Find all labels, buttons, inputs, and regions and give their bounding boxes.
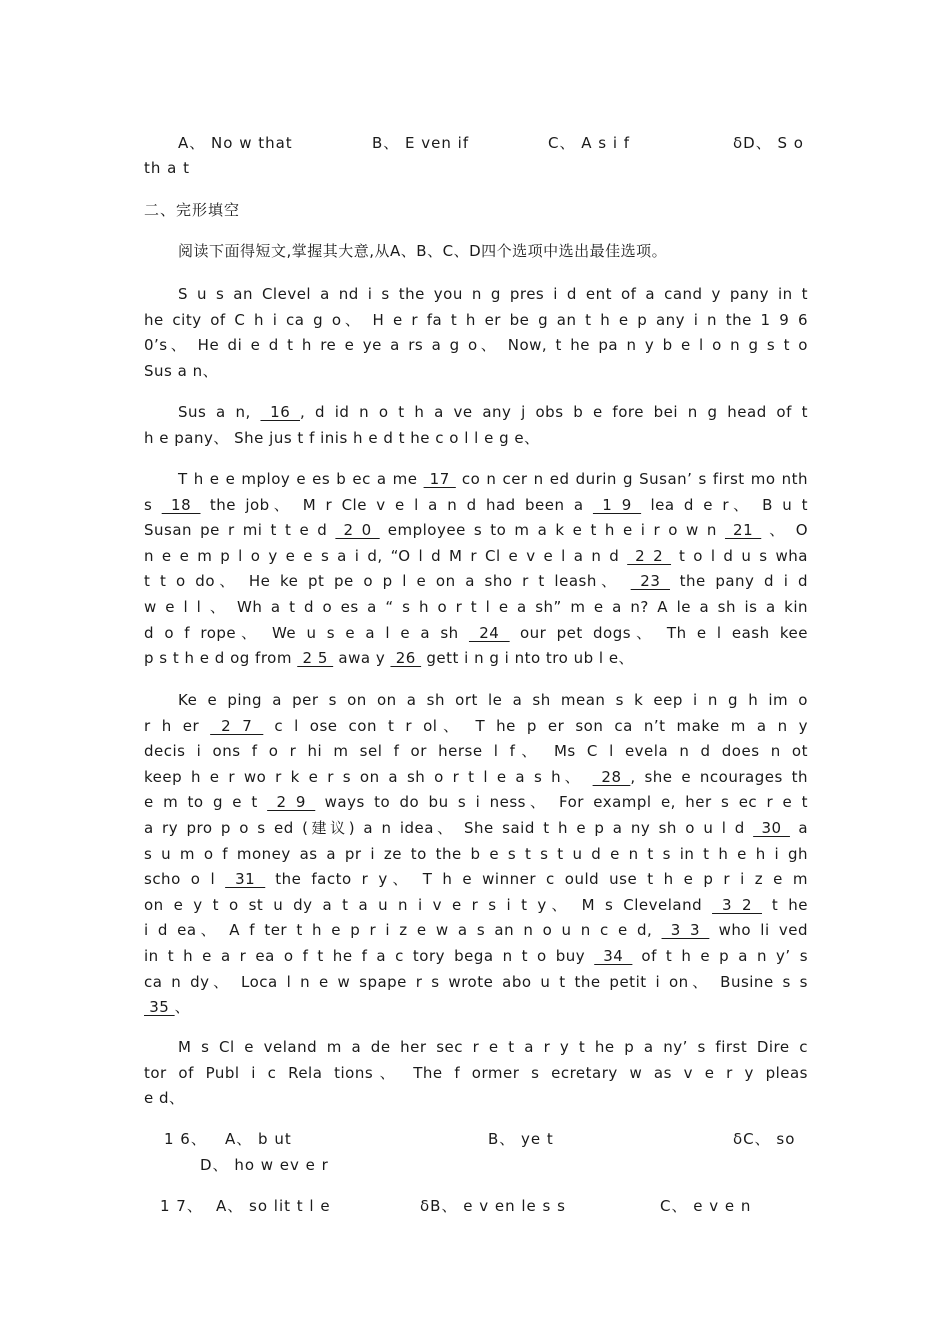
passage-line: s 18 the job、 M r Cle v e l a n d had been a 1 9 lea d e r、 B u t — [144, 495, 808, 514]
q17-number: 1 7、 — [160, 1197, 203, 1215]
blank-number[interactable]: 24 — [468, 623, 510, 642]
passage-line: Sus a n、 — [144, 361, 219, 380]
passage-line: t t o do、 He ke pt pe o p l e on a sho r t leash、 23 the pany d i d — [144, 572, 809, 591]
passage-line: ca n dy、 Loca l n e w spape r s wrote abo u t the petit i on、 Busine s s — [144, 972, 808, 991]
blank-number[interactable]: 2 0 — [335, 521, 380, 540]
q15-option-d-wrap: th a t — [144, 159, 190, 177]
passage-line: d o f rope、 We u s e a l e a sh 24 our pet dogs、 Th e l eash kee — [144, 623, 809, 642]
blank-number[interactable]: 17 — [423, 470, 456, 488]
passage-line: a ry pro p o s ed (建议) a n idea、 She said t h e p a ny sh o u l d 30 a — [144, 819, 809, 837]
blank-number[interactable]: 34 — [594, 947, 633, 965]
blank-number[interactable]: 3 2 — [712, 895, 762, 914]
passage-line: S u s an Clevel a nd i s the you n g pres i d ent of a cand y pany in t — [178, 285, 808, 303]
passage-line: e d、 — [144, 1089, 185, 1108]
blank-number[interactable]: 2 5 — [297, 649, 334, 668]
blank-number[interactable]: 18 — [161, 495, 201, 514]
q16-option-c: δC、 so — [733, 1130, 796, 1148]
blank-number[interactable]: 2 7 — [210, 716, 264, 735]
passage-line: 0’s、 He di e d t h re e ye a rs a g o、 Now, t he pa n y b e l o n g s t o — [144, 336, 808, 355]
blank-number[interactable]: 1 9 — [592, 495, 642, 514]
passage-line: scho o l 31 the facto r y、 T h e winner c ould use t h e p r i z e m — [144, 870, 808, 889]
passage-line: h e pany、 She jus t f inis h e d t he c o l l e g e、 — [144, 428, 540, 447]
passage-line: M s Cl e veland m a de her sec r e t a r y t he p a ny’ s first Dire c — [178, 1038, 808, 1056]
q17-option-a: A、 so lit t l e — [216, 1197, 331, 1215]
passage-line: p s t h e d og from 2 5 awa y 26 gett i n g i nto tro ub l e、 — [144, 649, 635, 668]
passage-line: i d ea、 A f ter t h e p r i z e w a s an n o u n c e d, 3 3 who li ved — [144, 921, 808, 940]
passage-line: r h er 2 7 c l ose con t r ol、 T he p er son ca n’t make m a n y — [144, 716, 808, 735]
passage-line: w e l l 、 Wh a t d o es a “ s h o r t l e a sh” m e a n? A le a sh is a kin — [144, 598, 808, 616]
passage-line: s u m o f money as a pr i ze to the b e s t s t u d e n t s in t h e h i gh — [144, 844, 808, 863]
passage-line: tor of Publ i c Rela tions、 The f ormer s ecretary w as v e r y pleas — [144, 1063, 808, 1082]
passage-line: e m to g e t 2 9 ways to do bu s i ness、 For exampl e, her s ec r e t — [144, 793, 808, 812]
blank-number[interactable]: 2 2 — [627, 546, 672, 565]
section-title: 二、完形填空 — [144, 201, 241, 219]
q16-option-b: B、 ye t — [488, 1130, 554, 1148]
blank-number[interactable]: 31 — [225, 870, 266, 889]
passage-line: on e y t o st u dy a t a u n i v e r s i t y、 M s Cleveland 3 2 t he — [144, 895, 808, 914]
blank-number[interactable]: 30 — [753, 819, 790, 837]
passage-line: he city of C h i ca g o、 H e r fa t h er be g an t h e p any i n the 1 9 6 — [144, 310, 808, 329]
passage-line: Ke e ping a per s on on a sh ort le a sh mean s k eep i n g h im o — [178, 691, 808, 709]
blank-number[interactable]: 16 — [260, 403, 300, 421]
passage-line: Susan pe r mi t t e d 2 0 employee s to m a k e t h e i r o w n 21 、 O — [144, 521, 809, 540]
blank-number[interactable]: 35 — [144, 998, 175, 1017]
q16-number: 1 6、 — [164, 1130, 207, 1148]
q15-option-a: A、 No w that — [178, 134, 293, 152]
passage-line: in t h e a r ea o f t he f a c tory bega n t o buy 34 of t h e p a n y’ s — [144, 947, 809, 965]
passage-line: n e e m p l o y e e s a i d, “O l d M r Cl e v e l a n d 2 2 t o l d u s wha — [144, 546, 808, 565]
blank-number[interactable]: 23 — [630, 572, 670, 591]
passage-line: 35 、 — [144, 998, 191, 1017]
blank-number[interactable]: 28 — [592, 767, 631, 786]
blank-number[interactable]: 3 3 — [661, 921, 710, 940]
q16-option-d: D、 ho w ev e r — [200, 1156, 329, 1174]
blank-number[interactable]: 2 9 — [267, 793, 316, 812]
q15-option-c: C、 A s i f — [548, 134, 631, 152]
passage-line: keep h e r wo r k e r s on a sh o r t l e a s h、 28 , she e ncourages th — [144, 767, 809, 786]
passage-line: decis i ons f o r hi m sel f or herse l f、 Ms C l evela n d does n ot — [144, 742, 808, 761]
blank-number[interactable]: 21 — [724, 521, 762, 540]
passage-line: Sus a n, 16 , d id n o t h a ve any j obs b e fore bei n g head of t — [178, 403, 808, 421]
q17-option-c: C、 e v e n — [660, 1197, 752, 1215]
blank-number[interactable]: 26 — [390, 649, 422, 668]
q15-option-b: B、 E ven if — [372, 134, 470, 152]
q15-option-d: δD、 S o — [733, 134, 804, 152]
instructions: 阅读下面得短文,掌握其大意,从A、B、C、D四个选项中选出最佳选项。 — [178, 242, 668, 260]
passage-line: T h e e mploy e es b ec a me 17 co n cer n ed durin g Susan’ s first mo nth — [178, 470, 809, 488]
q17-option-b: δB、 e v en le s s — [420, 1197, 566, 1215]
q16-option-a: A、 b ut — [225, 1130, 292, 1148]
